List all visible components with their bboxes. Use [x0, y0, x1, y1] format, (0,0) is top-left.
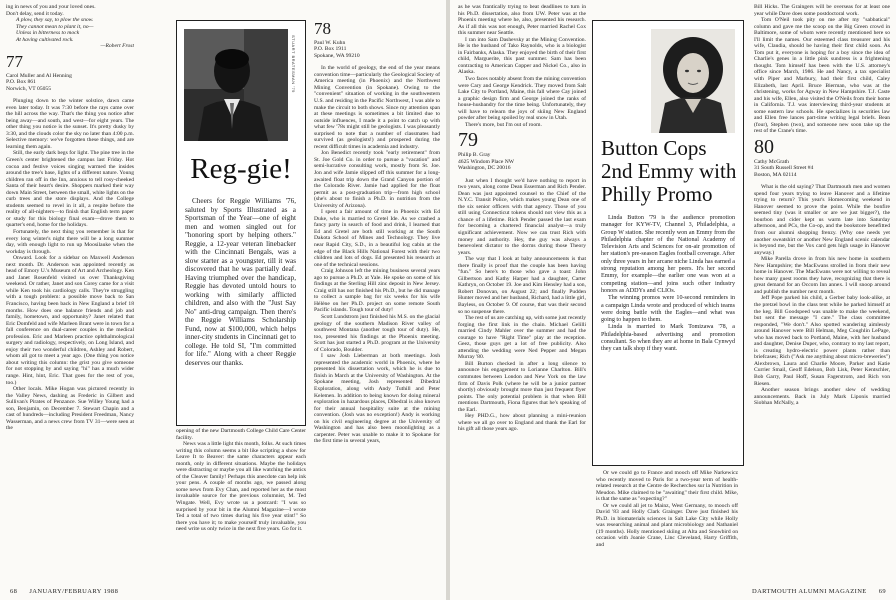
col-paragraph: I saw Josh Lieberman at both meetings. Josh represented the academic world in Phoenix, where he presented his dissertation work, which he is due to finish in March at the University of Washington. At the Spokane meeting, Josh represented Dibedral Exploration, along with Andy Tuthill and Peter Kelemen. In addition to being known for doing mineral exploration in hazardous places, Dibedral is also known for their annual hospitality suite at the mining convention. (Josh was no exception!) Andy is working on his civil engineering degree at the University of Washington and has also been moonlighting as a carpenter. Peter was unable to make it to Spokane for the first time in several years, — [314, 353, 440, 445]
class-secretary-address — [458, 152, 586, 171]
poem-line: Unless in bitterness to mock — [16, 30, 80, 37]
reggie-williams-photo — [184, 29, 288, 141]
address-line: Spokane, WA 99210 — [314, 52, 360, 59]
box-paragraph: Linda Button '79 is the audience promotion manager for KYW-TV, Channel 3, Philadelphia, a Group W station. She recently won an Emmy from the Philadelphia chapter of the National Academy of Television Arts and Sciences for on-air promotion of her station's pre-season Eagles football coverage. After only three years in her arcane niche Linda has earned a strong reputation among her peers. It's her second Emmy, for example—the earlier one was won at a competing station—and joins such other industry honors as ADDYs and CLIOs. — [601, 215, 735, 294]
poem-line: A plow, they say, to plow the snow. — [16, 17, 94, 24]
address-line: Washington, DC 20016 — [458, 165, 511, 172]
address-line: Norwich, VT 05055 — [6, 85, 52, 92]
poem-line: They cannot mean to plant it, no— — [16, 23, 94, 30]
col-paragraph: Bill Burton checked in after a long silence to announce his engagement to Lorianne Charlton. Bill's commutes between London and New York on the law firm of Davis Polk (where he will be a junior partner shortly) obviously brought more than just frequent flyer points. The only potential problem is that when Bill mentions Dartmouth, Fiona figures that he's speaking of the Earl. — [458, 360, 586, 413]
left-page-footer — [10, 588, 118, 595]
left-column-3 — [314, 4, 440, 586]
poem-line: At having cultivated rock. — [16, 36, 74, 43]
magazine-title: DARTMOUTH ALUMNI MAGAZINE — [751, 588, 867, 595]
col-paragraph: Fortunately, the next thing you remember is that for every long winter's night there will be a long summer day, with enough light to run up Moosilauke when the workday is through. — [6, 228, 134, 255]
left-column-2 — [176, 428, 306, 588]
right-column-3 — [754, 4, 890, 586]
left-column-1 — [6, 4, 134, 584]
address-line: Carol Muller and Al Henning — [6, 72, 72, 79]
col-paragraph: Just when I thought we'd have nothing to report in two years, along come Dean Esserman and Rich Pender. Dean was just appointed counsel to the Chief of the N.Y.C. Transit Police, which makes young Dean one of the six senior officers with that agency. Those of you still using Connecticut tokens should not view this as a chance of a lifetime. Rich Pender passed the last exam for becoming a chartered financial analyst—a truly significant achievement. Now we can trust Rich with money and authority. Hey, the guy was always a benevolent dictator to the dorms during those Theory years. — [458, 177, 586, 256]
col-paragraph: Bill Hicks. The Graingers will be overseas for at least one year while Dave does some postdoctoral work. — [754, 4, 890, 17]
button-cops-body — [601, 215, 735, 354]
right-page — [450, 0, 896, 600]
right-column-1 — [458, 4, 586, 586]
address-line: P.O. Box 1911 — [314, 46, 347, 53]
col-paragraph: Mike Parella drove in from his new home in southern New Hampshire; the MacEwans strolled in from their new home in Hanover. The MacEwans were not willing to reveal how many guest rooms they have, recognizing that there is great demand for an Occom Inn annex. I will snoop around and publish the number next month. — [754, 256, 890, 295]
address-line: P.O. Box 861 — [6, 79, 36, 86]
col-paragraph: Or we could go to France and mooch off Mike Narkewicz who recently moved to Paris for a two-year term of health-related research at the Centre de Recherches sur la Nutrition in Meudon. Mike claimed to be "awaiting" their first child. Mike, is that the same as "expecting?" — [596, 470, 738, 503]
col-paragraph: I spent a fair amount of time in Phoenix with Ed Duke, who is married to Gretel Ide. As we crashed a fancy party in search of food and drink, I learned that Ed and Gretel are both still working at the South Dakota School of Mines and Technology. They live near Rapid City, S.D., in a beautiful log cabin at the edge of the Black Hills National Forest with their two children and lots of dogs. Ed presented his research at one of the technical sessions. — [314, 209, 440, 268]
col-paragraph: Two faces notably absent from the mining convention were Cary and George Kendrick. They moved from Salt Lake City to Portland, Maine, this fall where Cay joined a graphic design firm and George joined the ranks of house-husbandry for the time being. Unfortunately, they will have to relearn the joys of skiing New England powder after being spoiled by real snow in Utah. — [458, 76, 586, 122]
col-paragraph: Another season brings another slew of wedding announcements. Back in July Mark Liponis married Siobhan McNally, a — [754, 387, 890, 407]
address-line: Boston, MA 02114 — [754, 171, 797, 178]
class-number-80: 80 — [754, 135, 774, 158]
portrait-image — [184, 29, 288, 141]
left-page — [0, 0, 446, 600]
col-paragraph: as he was frantically trying to beat deadlines to turn in his Ph.D. dissertation, also from UW. Peter was at the Phoenix meeting where he, also, presented his research. As if all this was not enough, Peter married Rachel Cox this summer near Seattle. — [458, 4, 586, 37]
address-line: Philip B. Gray — [458, 152, 491, 159]
class-number-78: 78 — [314, 19, 331, 38]
col-paragraph: Jeff Pope parked his child, a Gerber baby look-alike, at the pretzel bowl in the class tent while he parked himself at the keg. Bill Goodspeed was unable to make the weekend, but sent the message "I care." The class committee responded, "We don't." Also spotted wandering aimlessly around Hanover were Bill Helman, Meg Coughlin LePage, who has moved back to Portland, Maine, with her husband and daughter, Denise Duper, who, contrary to my last report, is creating hydro-electric power plants rather than briefcases; Rich ("Ask me anything about micro-breweries") Alexbrown, Laura and Charlie Moore, Parker and Katie Currier Smail, Geoff Edelson, Bob Lisk, Peter Kentschler, Bob Garry, Paul Hoff, Susan Fagerstrom, and Rich von Riesen. — [754, 295, 890, 387]
reggie-sidebar-box — [176, 20, 306, 426]
col-paragraph: The way that I look at baby announcements is that there finally is proof that the couple has been having "fun." So here's to those who gave a toast: John Gilbertson and Kathy Harper had a daughter, Carter Kathryn, on October 19. Joe and Kim Hensley had a son, Robert Donovan, on August 22; and finally Pudden Hunter moved and her husband, Richard, had a little girl, Bayless, on October 9. Of course, that was their second so no suspense there. — [458, 256, 586, 315]
box-paragraph: Linda is married to Mark Tomizawa '78, a Philadelphia-based advertising and promotion consultant. So when they are at home in Bala Cynwyd they can talk shop if they want. — [601, 324, 735, 353]
class-secretary-address — [6, 73, 134, 92]
col-paragraph: News was a little light this month, folks. At such times writing this column seems a bit like scripting a show for Leave It to Beaver: the same characters appear each month, only in different situations. Maybe the holidays were distracting or maybe you all like watching the antics of the Cleaver family! Perhaps this anecdote can help ink your pens. A couple of months ago, we passed along some news from Evy Chan, and reported her as the most invaluable source for the previous columnist, M. Ted Wingate. Well, Evy wrote us a postcard: "I was so surprised by your bit in the Alumni Magazine—I wrote Ted a total of two times during his five year stint!" So there you have it; to make yourself truly invaluable, you need write us only twice in the next five years. Go for it. — [176, 441, 306, 533]
reggie-body: Cheers for Reggie Williams '76, saluted by Sports Illustrated as a Sportsman of the Year—one of eight men and women singled out for "honoring sport by helping others." Reggie, a 12-year veteran linebacker with the Cincinnati Bengals, was a slow starter as a youngster, till it was discovered that he was partially deaf. Having triumphed over the handicap, Reggie has devoted untold hours to working with similarly afflicted children, and also with the "Just Say No" anti-drug campaign. Then there's the Reggie Williams Scholarship Fund, now at $100,000, which helps inner-city students in Cincinnati get to college. He told SI, "I'm committed for life." Along with a cheer Reggie deserves our thanks. — [185, 197, 296, 367]
col-text: Don't delay, send it today. — [6, 10, 64, 17]
photo-credit: STUART BRATESMAN '79 — [291, 35, 296, 93]
col-paragraph: In the world of geology, the end of the year means convention time—particularly the Geological Society of America meeting (in Phoenix) and the Northwest Mining Convention (in Spokane). Owing to the "convenient" situation of working in the southwestern U.S. and residing in the Pacific Northwest, I was able to make the circuit to both shows. Since my attention span at these meetings is sometimes a bit limited due to outside influences, I made it a point to catch up with what few '78s might still be geologists. I was pleasantly surprised to note that a number of classmates had survived (as geologists!) and prospered during the recent difficult times in academia and industry. — [314, 65, 440, 150]
address-line: 4625 Windom Place NW — [458, 158, 515, 165]
col-paragraph: Other locals. Mike Hogan was pictured recently in the Valley News, dashing as Frederic in Gilbert and Sullivan's Pirates of Penzance. Sue Willey Young had a son, Benjamin, on December 7. Stewart Chapin and a cast of hundreds—including President Freedman, Nancy Wasserman, and a news crew from TV 31—were seen at the — [6, 386, 134, 432]
col-paragraph: Onward. Look for a sidebar on Maxwell Anderson next month. Dr. Anderson was appointed recently as head of Emory U.'s Museum of Art and Archeology. Ken and Janet Rosenfeld visited us over Thanksgiving weekend. Or rather, Janet and son Corey came for a visit while Ken took his cardiology calls. They're struggling with a tough problem: a possible move back to San Francisco, having been back in New England a brief 18 months. How does one balance friends and job and family, hometown, and opportunity? Janet related that Eric Domfeld and wife Marleen Brant were in town for a fall conference on dual-career couples in the medical profession. Eric and Marleen practice ophthalmological surgery and radiology, respectively, on Long Island, and enjoy their two wonderful children, Ashley and Robert, whom all got to meet a year ago. (One thing you notice about writing this column: the grist you give someone for not stopping by and saying "hi" has a much wider range. Hint, hint, Eric. That goes for the rest of you, too.) — [6, 255, 134, 386]
col-text: ing in news of you and your loved ones. — [6, 4, 96, 10]
col-paragraph: Craig Johnson left the mining business several years ago to pursue a Ph.D. at Yale. He spoke on some of his findings at the Sterling Hill zinc deposit in New Jersey. Craig still has not finished his Ph.D., but he did manage to collect a sample bag for six weeks for his wife Hélène on her Ph.D. project on some remote South Pacific islands. Tough tour of duty! — [314, 268, 440, 314]
col-paragraph: Jon Benedict recently took "early retirement" from St. Joe Gold Co. in order to pursue a "vacation" and semi-lucrative consulting work, mostly from St. Joe. Jon and wife Jamie slipped off this summer for a long-awaited float trip down the Grand Canyon portion of the Colorado River. Jamie had applied for the float permit as a post-graduation trip—from high school (she's about to finish a Ph.D. in nutrition from the University of Arizona). — [314, 150, 440, 209]
poem-attribution: —Robert Frost — [100, 43, 134, 50]
col-paragraph: The rest of us are catching up, with some just recently forging the first link in the chain. Michael Gelilli married Cindy Mahler over the summer and had the courage to have "Right Time" play at the reception. Geez, those guys get a lot of free publicity. Also attending the wedding were Ned Pepper and Megan Murray '80. — [458, 315, 586, 361]
button-cops-headline: Button Cops 2nd Emmy with Philly Promo — [601, 136, 737, 206]
col-paragraph: Scott Lundstrom just finished his M.S. on the glacial geology of the southern Madison River valley of southwest Montana (another tough tour of duty). He, too, presented his findings at the Phoenix meeting. Scott has just started a Ph.D. program at the University of Colorado, Boulder. — [314, 314, 440, 353]
class-secretary-address — [754, 159, 890, 178]
class-number-77: 77 — [6, 51, 23, 71]
address-line: Cathy McGrath — [754, 158, 789, 165]
class-number-79: 79 — [458, 129, 478, 152]
portrait-image — [651, 29, 735, 133]
col-paragraph: Or we could all jet to Mainz, West Germany, to mooch off David '83 and Holly Clark Grainger. Dave just finished his Ph.D. in biomaterials sciences in Salt Lake City while Holly was researching animal and plant microbiology and Nathaniel (19 months). Holly mentioned skiing at Alta and Snowbird on occasion with Joanie Crane, Linc Cleveland, Harry Griffith, and — [596, 502, 738, 549]
col-paragraph: There's more, but I'm out of room. — [465, 121, 542, 128]
class-secretary-address — [314, 40, 440, 59]
right-page-footer — [752, 588, 886, 595]
reggie-headline: Reg-gie! — [190, 153, 292, 185]
address-line: Paul W. Kuhn — [314, 40, 346, 46]
issue-date: JANUARY/FEBRUARY 1988 — [29, 588, 119, 595]
button-cops-sidebar-box — [592, 20, 744, 466]
linda-button-photo — [651, 29, 735, 133]
box-paragraph: The winning promos were 10-second reminders in a campaign Linda wrote and produced of which teams were doing battle with the Eagles—and what was going to happen to them. — [601, 295, 735, 324]
col-paragraph: Tom O'Neil took pity on me after my "sabbatical" column and gave me the scoop on the Big Green crowd in Baltimore, some of whom were recently mentioned here so I'll limit the names. Our esteemed class treasurer and his wife, Claudia, should be having their first child soon. As Tom put it, everyone is hoping for a boy since the idea of Charlie's genes in a little pink sundress is a frightening thought. Tom himself has been with the U.S. attorney's office since March, 1986. He and Nancy, a tax specialist with Piper and Marbury, had their first child, Caley Elizabeth, last April. Bruce Bierman, who was at the christening, works for Agway in New Hampshire. T.J. Caste and his wife, Ellen, also visited the O'Neils from their home in California. T.J. was interviewing third-year students at some eastern law schools. He specializes in securities law and Ellen free lances part-time writing legal briefs. Bean (four), Stephen (two), and someone new soon take up the rest of the Crane's time. — [754, 17, 890, 135]
page-number: 69 — [878, 588, 886, 595]
col-paragraph: Plunging down to the winter solstice, dawn came even later today. It was 7:30 before the rays came over the hill across the way. That's the thing you notice after being away—and south, and west—for eight years. The other thing you notice is the sunset. It's pretty dusky by 3:30, and the clouds color the sky no later than 4:00 p.m. Selective memory: we've forgotten these things, and are learning them again. — [6, 98, 134, 150]
poem — [6, 17, 134, 43]
right-column-2 — [596, 470, 738, 588]
col-paragraph: I ran into Sam Dashevsky at the Mining Convention. He is the husband of Tako Raynolds, who is a biologist in Fairbanks, Alaska. They enjoyed the birth of their first child, Marguerite, this past summer. Sam has been contracting to American Copper and Nickel Co., also in Alaska. — [458, 36, 586, 76]
page-number: 68 — [10, 588, 18, 595]
col-paragraph: What is the old saying? That Dartmouth men and women spend four years trying to leave Hanover and a lifetime trying to return? This year's Homecoming weekend in Hanover seemed to prove the point. While the bonfire seemed tiny (was it smaller or are we just bigger?), the bourbon and cider kept us warm late into Saturday afternoon, and PCs, the Co-op, and the bookstore benefitted from our alumni shopping frenzy. (Why one needs yet another sweatshirt or another New England scenic calendar is beyond me, but the Vox card gets high usage in Hanover anyway.) — [754, 184, 890, 256]
col-paragraph: Still, the early dark begs for light. The pine tree in the Green's center brightened the campus last Friday. Hot cocoa and festive voices singing warmed the insides around the tree's base, lights of a different nature. Young children ran off in the Inn, anxious to tell rosy-cheeked Santa of their heart's desire. Shoppers marked their way down Main Street, between the small, white lights on the curb trees and the store displays. And the College students seemed to revel in it all, a respite before the reality of all-nighters—to finish that English term paper or study for this biology final exam—drove them to quarter's end, home for the holidays. — [6, 150, 134, 229]
address-line: 31 South Russell Street #4 — [754, 165, 814, 172]
col-paragraph: Hey PHD.G., how about planning a mini-reunion where we all go over to England and thank the Earl for his gift all those years ago. — [458, 413, 586, 433]
col-paragraph: opening of the new Dartmouth College Child Care Center facility. — [176, 428, 306, 441]
